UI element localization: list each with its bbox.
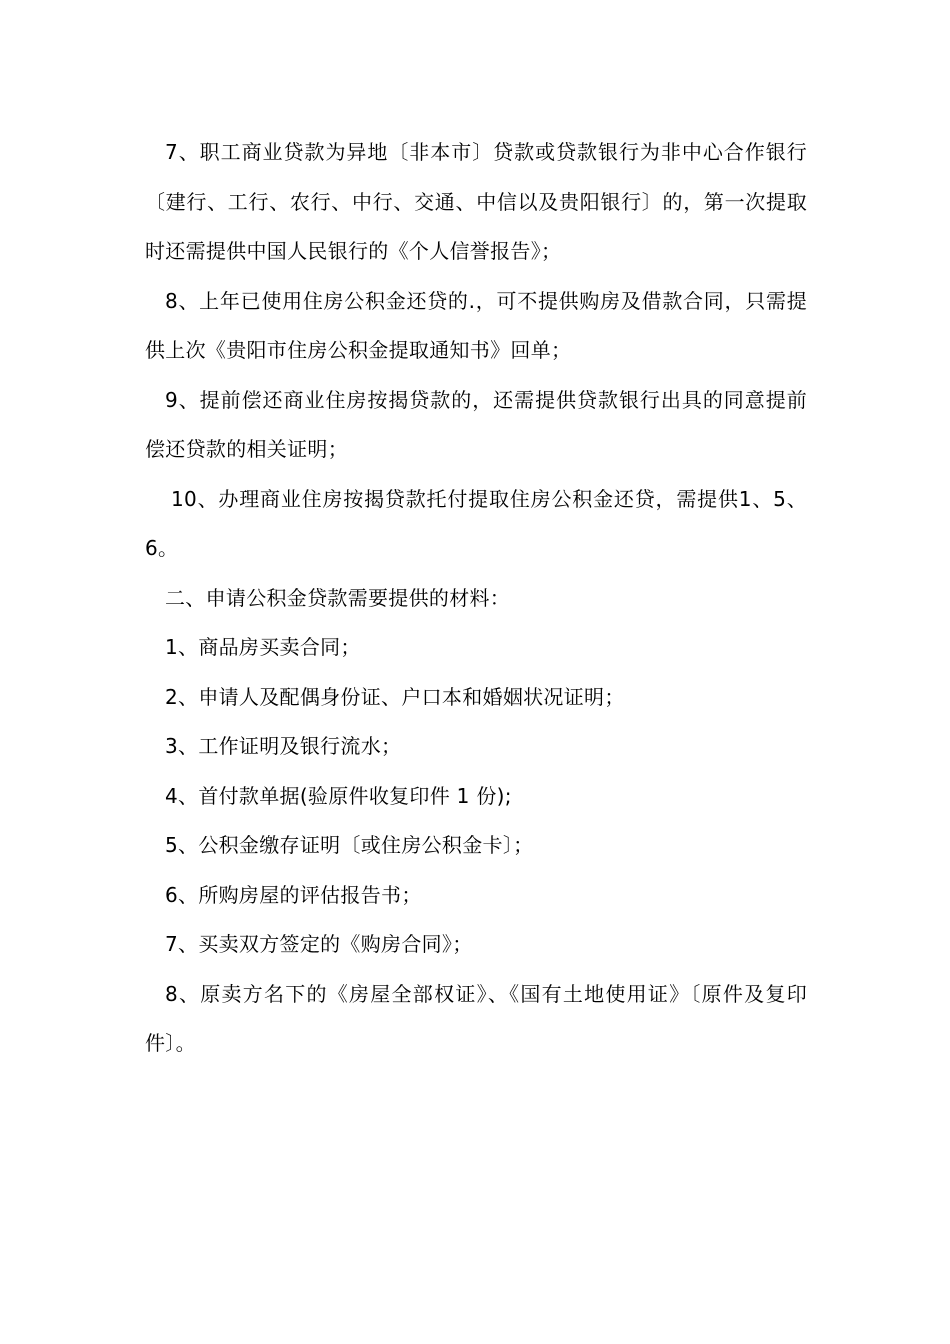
- paragraph-item-8: 8、上年已使用住房公积金还贷的.，可不提供购房及借款合同，只需提供上次《贵阳市住房公积金提取通知书》回单；: [145, 288, 807, 362]
- list-item: 2、申请人及配偶身份证、户口本和婚姻状况证明；: [165, 684, 625, 709]
- list-item: 4、首付款单据(验原件收复印件 1 份);: [165, 783, 512, 808]
- document-body: [145, 128, 807, 1069]
- list-item: 5、公积金缴存证明〔或住房公积金卡〕；: [165, 833, 534, 857]
- section-heading: 二、申请公积金贷款需要提供的材料：: [165, 585, 511, 610]
- paragraph-item-9: 9、提前偿还商业住房按揭贷款的，还需提供贷款银行出具的同意提前偿还贷款的相关证明；: [145, 387, 807, 461]
- list-item: 3、工作证明及银行流水；: [165, 734, 402, 758]
- paragraph-item-10: 10、办理商业住房按揭贷款托付提取住房公积金还贷，需提供1、5、6。: [145, 486, 807, 560]
- list-item: 7、买卖双方签定的《购房合同》；: [165, 932, 473, 956]
- paragraph-item-7: 7、职工商业贷款为异地〔非本市〕贷款或贷款银行为非中心合作银行〔建行、工行、农行、中行、交通、中信以及贵阳银行〕的，第一次提取时还需提供中国人民银行的《个人信誉报告》；: [145, 140, 807, 263]
- list-item: 6、所购房屋的评估报告书；: [165, 882, 422, 907]
- list-item: 8、原卖方名下的《房屋全部权证》、《国有土地使用证》〔原件及复印件〕。: [145, 981, 807, 1055]
- list-item: 1、商品房买卖合同；: [165, 635, 361, 659]
